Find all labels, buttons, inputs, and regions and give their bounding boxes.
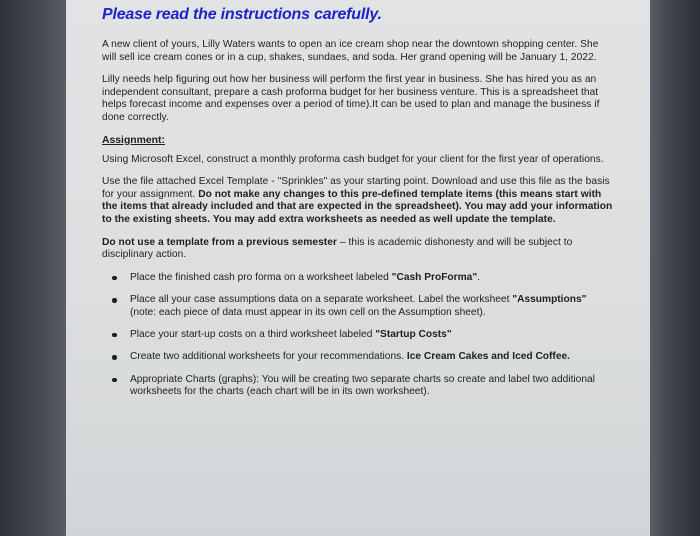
template-bold-text: Do not make any changes to this pre-defined template items (this means start with the items that already included and that are expected in the spreadsheet). You may add your information to the existing sheets. You may add extra worksheets as needed as well update the template. xyxy=(102,188,613,225)
bullet-icon xyxy=(112,378,117,383)
instructions-heading: Please read the instructions carefully. xyxy=(102,6,382,23)
list-item xyxy=(102,294,614,319)
assignment-label: Assignment: xyxy=(102,134,165,146)
bullet-bold: "Cash ProForma" xyxy=(391,271,478,283)
bullet-text: Create two additional worksheets for your recommendations. xyxy=(130,351,407,363)
requirements-list xyxy=(102,272,614,399)
document-body xyxy=(102,6,614,409)
bullet-bold: "Assumptions" xyxy=(512,294,587,306)
list-item xyxy=(102,374,614,399)
template-plain-text: Use the file attached Excel Template - "Sprinkles" as your starting point. Download and use this file as the basis for your assignment. xyxy=(102,176,610,200)
template-paragraph xyxy=(102,176,614,226)
needs-paragraph: Lilly needs help figuring out how her business will perform the first year in business. She has hired you as an independent consultant, prepare a cash proforma budget for her business venture. This is a spreadsheet that helps forecast income and expenses over a period of time).It can be used to plan and manage the business if done correctly. xyxy=(102,74,600,123)
monitor-bezel-right xyxy=(650,0,700,536)
bullet-icon xyxy=(112,298,117,303)
bullet-bold: Ice Cream Cakes and Iced Coffee. xyxy=(406,351,570,363)
list-item xyxy=(102,351,614,363)
bullet-text: Place the finished cash pro forma on a worksheet labeled xyxy=(130,271,392,283)
assignment-paragraph: Using Microsoft Excel, construct a monthly proforma cash budget for your client for the first year of operations. xyxy=(102,153,604,165)
bullet-end: (note: each piece of data must appear in its own cell on the Assumption sheet). xyxy=(130,306,486,318)
list-item xyxy=(102,329,614,341)
list-item xyxy=(102,272,614,284)
bullet-icon xyxy=(112,355,117,360)
bullet-bold: "Startup Costs" xyxy=(375,328,452,340)
warning-paragraph xyxy=(102,237,614,262)
bullet-icon xyxy=(112,276,117,281)
monitor-bezel-left xyxy=(0,0,66,536)
document-page xyxy=(66,0,650,536)
bullet-text: Place all your case assumptions data on a separate worksheet. Label the worksheet xyxy=(130,294,513,306)
warning-bold-text: Do not use a template from a previous semester xyxy=(102,236,337,248)
bullet-end: . xyxy=(477,271,481,283)
warning-plain-text: – this is academic dishonesty and will be subject to disciplinary action. xyxy=(102,236,573,261)
bullet-text: Place your start-up costs on a third worksheet labeled xyxy=(130,328,376,340)
intro-paragraph: A new client of yours, Lilly Waters wants to open an ice cream shop near the downtown shopping center. She will sell ice cream cones or in a cup, shakes, sundaes, and soda. Her grand opening will be January 1, 2022. xyxy=(102,39,599,63)
bullet-text: Appropriate Charts (graphs): You will be creating two separate charts so create and label two additional worksheets for the charts (each chart will be in its own worksheet). xyxy=(130,373,595,398)
bullet-icon xyxy=(112,333,117,338)
